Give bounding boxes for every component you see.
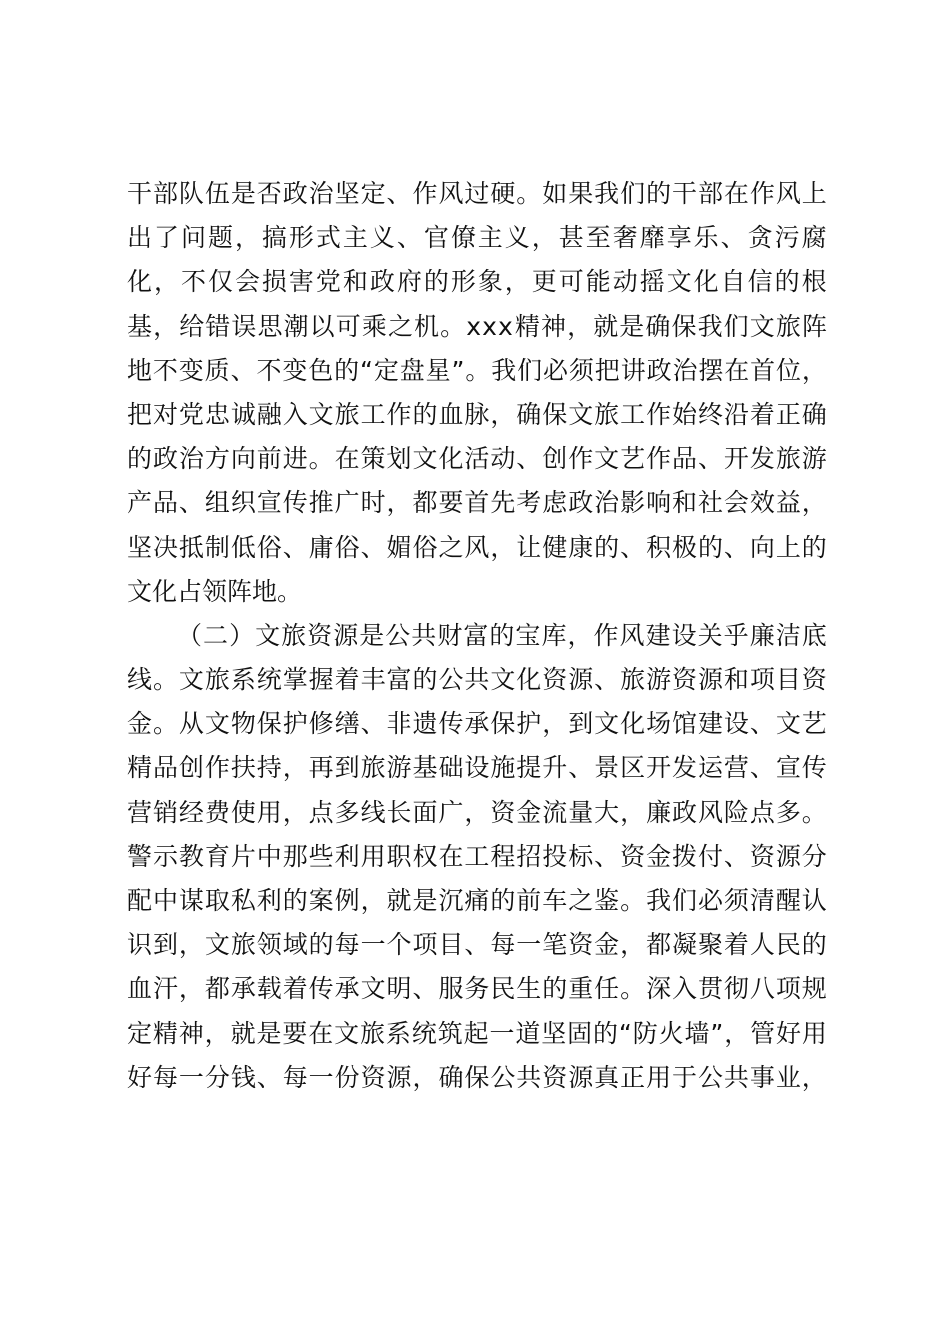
- text-line: 血 汗 ， 都 承 载 着 传 承 文 明 、 服 务 民 生 的 重 任 。 深 入 贯 彻 八 项 规: [127, 974, 827, 1004]
- text-line: 配 中 谋 取 私 利 的 案 例 ， 就 是 沉 痛 的 前 车 之 鉴 。 我 们 必 须 清 醒 认: [127, 886, 827, 915]
- text-line: 文化占领阵地。: [127, 576, 303, 606]
- text-line: 基 ， 给 错 误 思 潮 以 可 乘 之 机 。 x x x 精 神 ， 就 是 确 保 我 们 文 旅 阵: [127, 311, 827, 341]
- text-line: 警 示 教 育 片 中 那 些 利 用 职 权 在 工 程 招 投 标 、 资 金 拨 付 、 资 源 分: [127, 841, 827, 871]
- text-line: 干 部 队 伍 是 否 政 治 坚 定 、 作 风 过 硬 。 如 果 我 们 的 干 部 在 作 风 上: [127, 179, 827, 208]
- text-line: 产 品 、 组 织 宣 传 推 广 时 ， 都 要 首 先 考 虑 政 治 影 响 和 社 会 效 益 ，: [127, 488, 827, 518]
- text-line: 好 每 一 分 钱 、 每 一 份 资 源 ， 确 保 公 共 资 源 真 正 用 于 公 共 事 业 ，: [127, 1062, 827, 1092]
- text-line: 出 了 问 题 ， 搞 形 式 主 义 、 官 僚 主 义 ， 甚 至 奢 靡 享 乐 、 贪 污 腐: [127, 223, 827, 253]
- text-line: 识 到 ， 文 旅 领 域 的 每 一 个 项 目 、 每 一 笔 资 金 ， 都 凝 聚 着 人 民 的: [127, 930, 827, 960]
- document-body: [127, 172, 827, 1100]
- text-line: 把 对 党 忠 诚 融 入 文 旅 工 作 的 血 脉 ， 确 保 文 旅 工 作 始 终 沿 着 正 确: [127, 399, 827, 429]
- text-line: 精 品 创 作 扶 持 ， 再 到 旅 游 基 础 设 施 提 升 、 景 区 开 发 运 营 、 宣 传: [127, 753, 827, 783]
- text-line: 定 精 神 ， 就 是 要 在 文 旅 系 统 筑 起 一 道 坚 固 的 “ 防 火 墙 ” ， 管 好 用: [127, 1018, 827, 1048]
- section-heading-line: （ 二 ） 文 旅 资 源 是 公 共 财 富 的 宝 库 ， 作 风 建 设 关 乎 廉 洁 底: [177, 620, 827, 650]
- text-line: 坚 决 抵 制 低 俗 、 庸 俗 、 媚 俗 之 风 ， 让 健 康 的 、 积 极 的 、 向 上 的: [127, 532, 827, 562]
- text-line: 地 不 变 质 、 不 变 色 的 “ 定 盘 星 ” 。 我 们 必 须 把 讲 政 治 摆 在 首 位 ，: [127, 355, 827, 385]
- text-line: 金 。 从 文 物 保 护 修 缮 、 非 遗 传 承 保 护 ， 到 文 化 场 馆 建 设 、 文 艺: [127, 709, 827, 739]
- text-line: 化 ， 不 仅 会 损 害 党 和 政 府 的 形 象 ， 更 可 能 动 摇 文 化 自 信 的 根: [127, 267, 827, 297]
- text-line: 营 销 经 费 使 用 ， 点 多 线 长 面 广 ， 资 金 流 量 大 ， 廉 政 风 险 点 多 。: [127, 797, 827, 827]
- text-line: 线 。 文 旅 系 统 掌 握 着 丰 富 的 公 共 文 化 资 源 、 旅 游 资 源 和 项 目 资: [127, 665, 827, 695]
- text-line: 的 政 治 方 向 前 进 。 在 策 划 文 化 活 动 、 创 作 文 艺 作 品 、 开 发 旅 游: [127, 444, 827, 474]
